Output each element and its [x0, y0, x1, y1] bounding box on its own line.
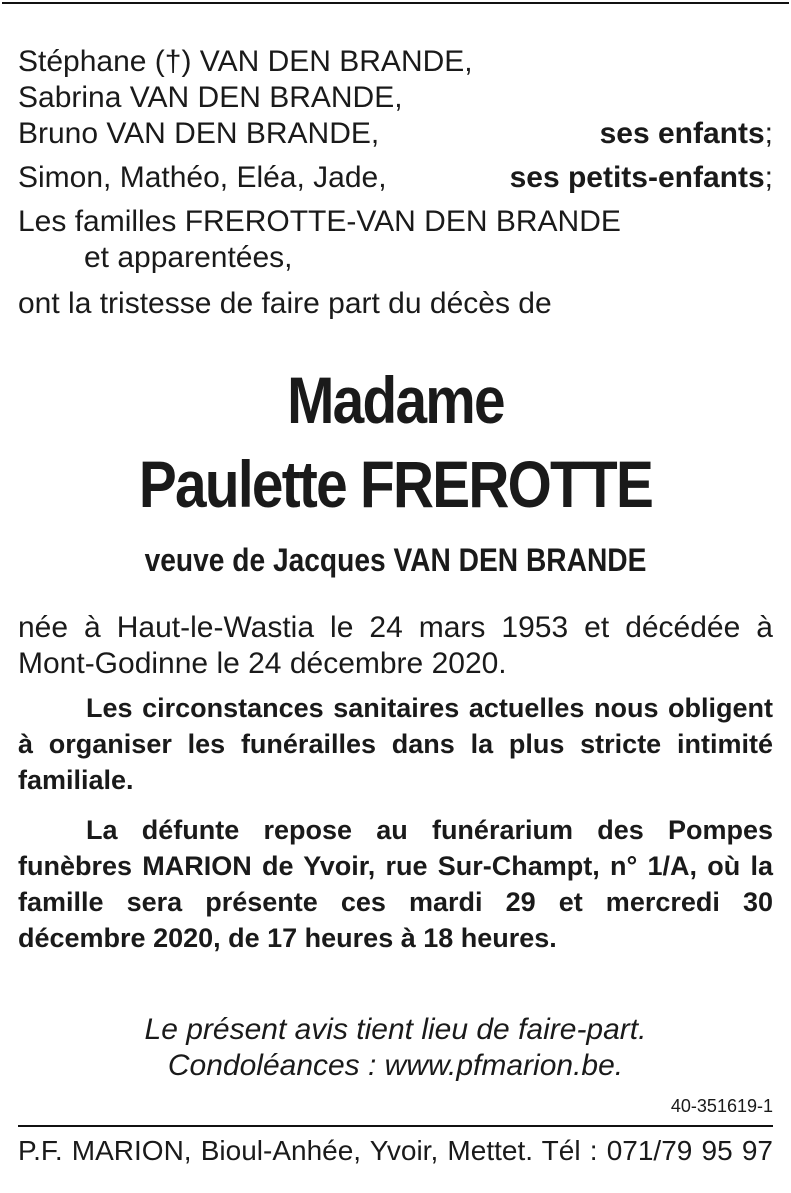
family-line-6: et apparentées, — [84, 241, 293, 274]
notice-line-2: Condoléances : www.pfmarion.be. — [167, 1049, 624, 1082]
circumstances-paragraph: Les circonstances sanitaires actuelles nous obligent à organiser les funérailles dans la plus stricte intimité familiale. — [18, 693, 773, 795]
grandchildren-role-label: ses petits-enfants — [509, 161, 765, 194]
children-role — [600, 116, 773, 152]
deceased-title: Madame — [287, 363, 504, 437]
deceased-name: Paulette FREROTTE — [138, 447, 653, 521]
funeral-home-footer: P.F. MARION, Bioul-Anhée, Yvoir, Mettet. Tél : 071/79 95 97 — [18, 1135, 773, 1166]
children-role-label: ses enfants — [599, 117, 765, 150]
widow-of: veuve de Jacques VAN DEN BRANDE — [144, 542, 647, 578]
announcement-line: ont la tristesse de faire part du décès de — [18, 287, 552, 320]
family-line-1: Stéphane (†) VAN DEN BRANDE, — [18, 45, 473, 78]
birth-death-paragraph: née à Haut-le-Wastia le 24 mars 1953 et décédée à Mont-Godinne le 24 décembre 2020. — [18, 611, 773, 680]
children-role-separator: ; — [764, 117, 773, 150]
grandchildren-role — [510, 160, 773, 196]
grandchildren-role-separator: ; — [764, 161, 773, 194]
notice-line-1: Le présent avis tient lieu de faire-part. — [144, 1013, 647, 1046]
family-line-5: Les familles FREROTTE-VAN DEN BRANDE — [18, 205, 621, 238]
family-line-4: Simon, Mathéo, Eléa, Jade, — [18, 161, 387, 194]
footer-divider — [18, 1125, 773, 1127]
reference-number: 40-351619-1 — [670, 1096, 773, 1116]
family-line-2: Sabrina VAN DEN BRANDE, — [18, 81, 403, 114]
family-line-3: Bruno VAN DEN BRANDE, — [18, 117, 380, 150]
repose-paragraph: La défunte repose au funérarium des Pompes funèbres MARION de Yvoir, rue Sur-Champt, n° 1/A, où la famille sera présente ces mardi 29 et mercredi 30 décembre 2020, de 17 heures à 18 heures. — [18, 815, 773, 953]
